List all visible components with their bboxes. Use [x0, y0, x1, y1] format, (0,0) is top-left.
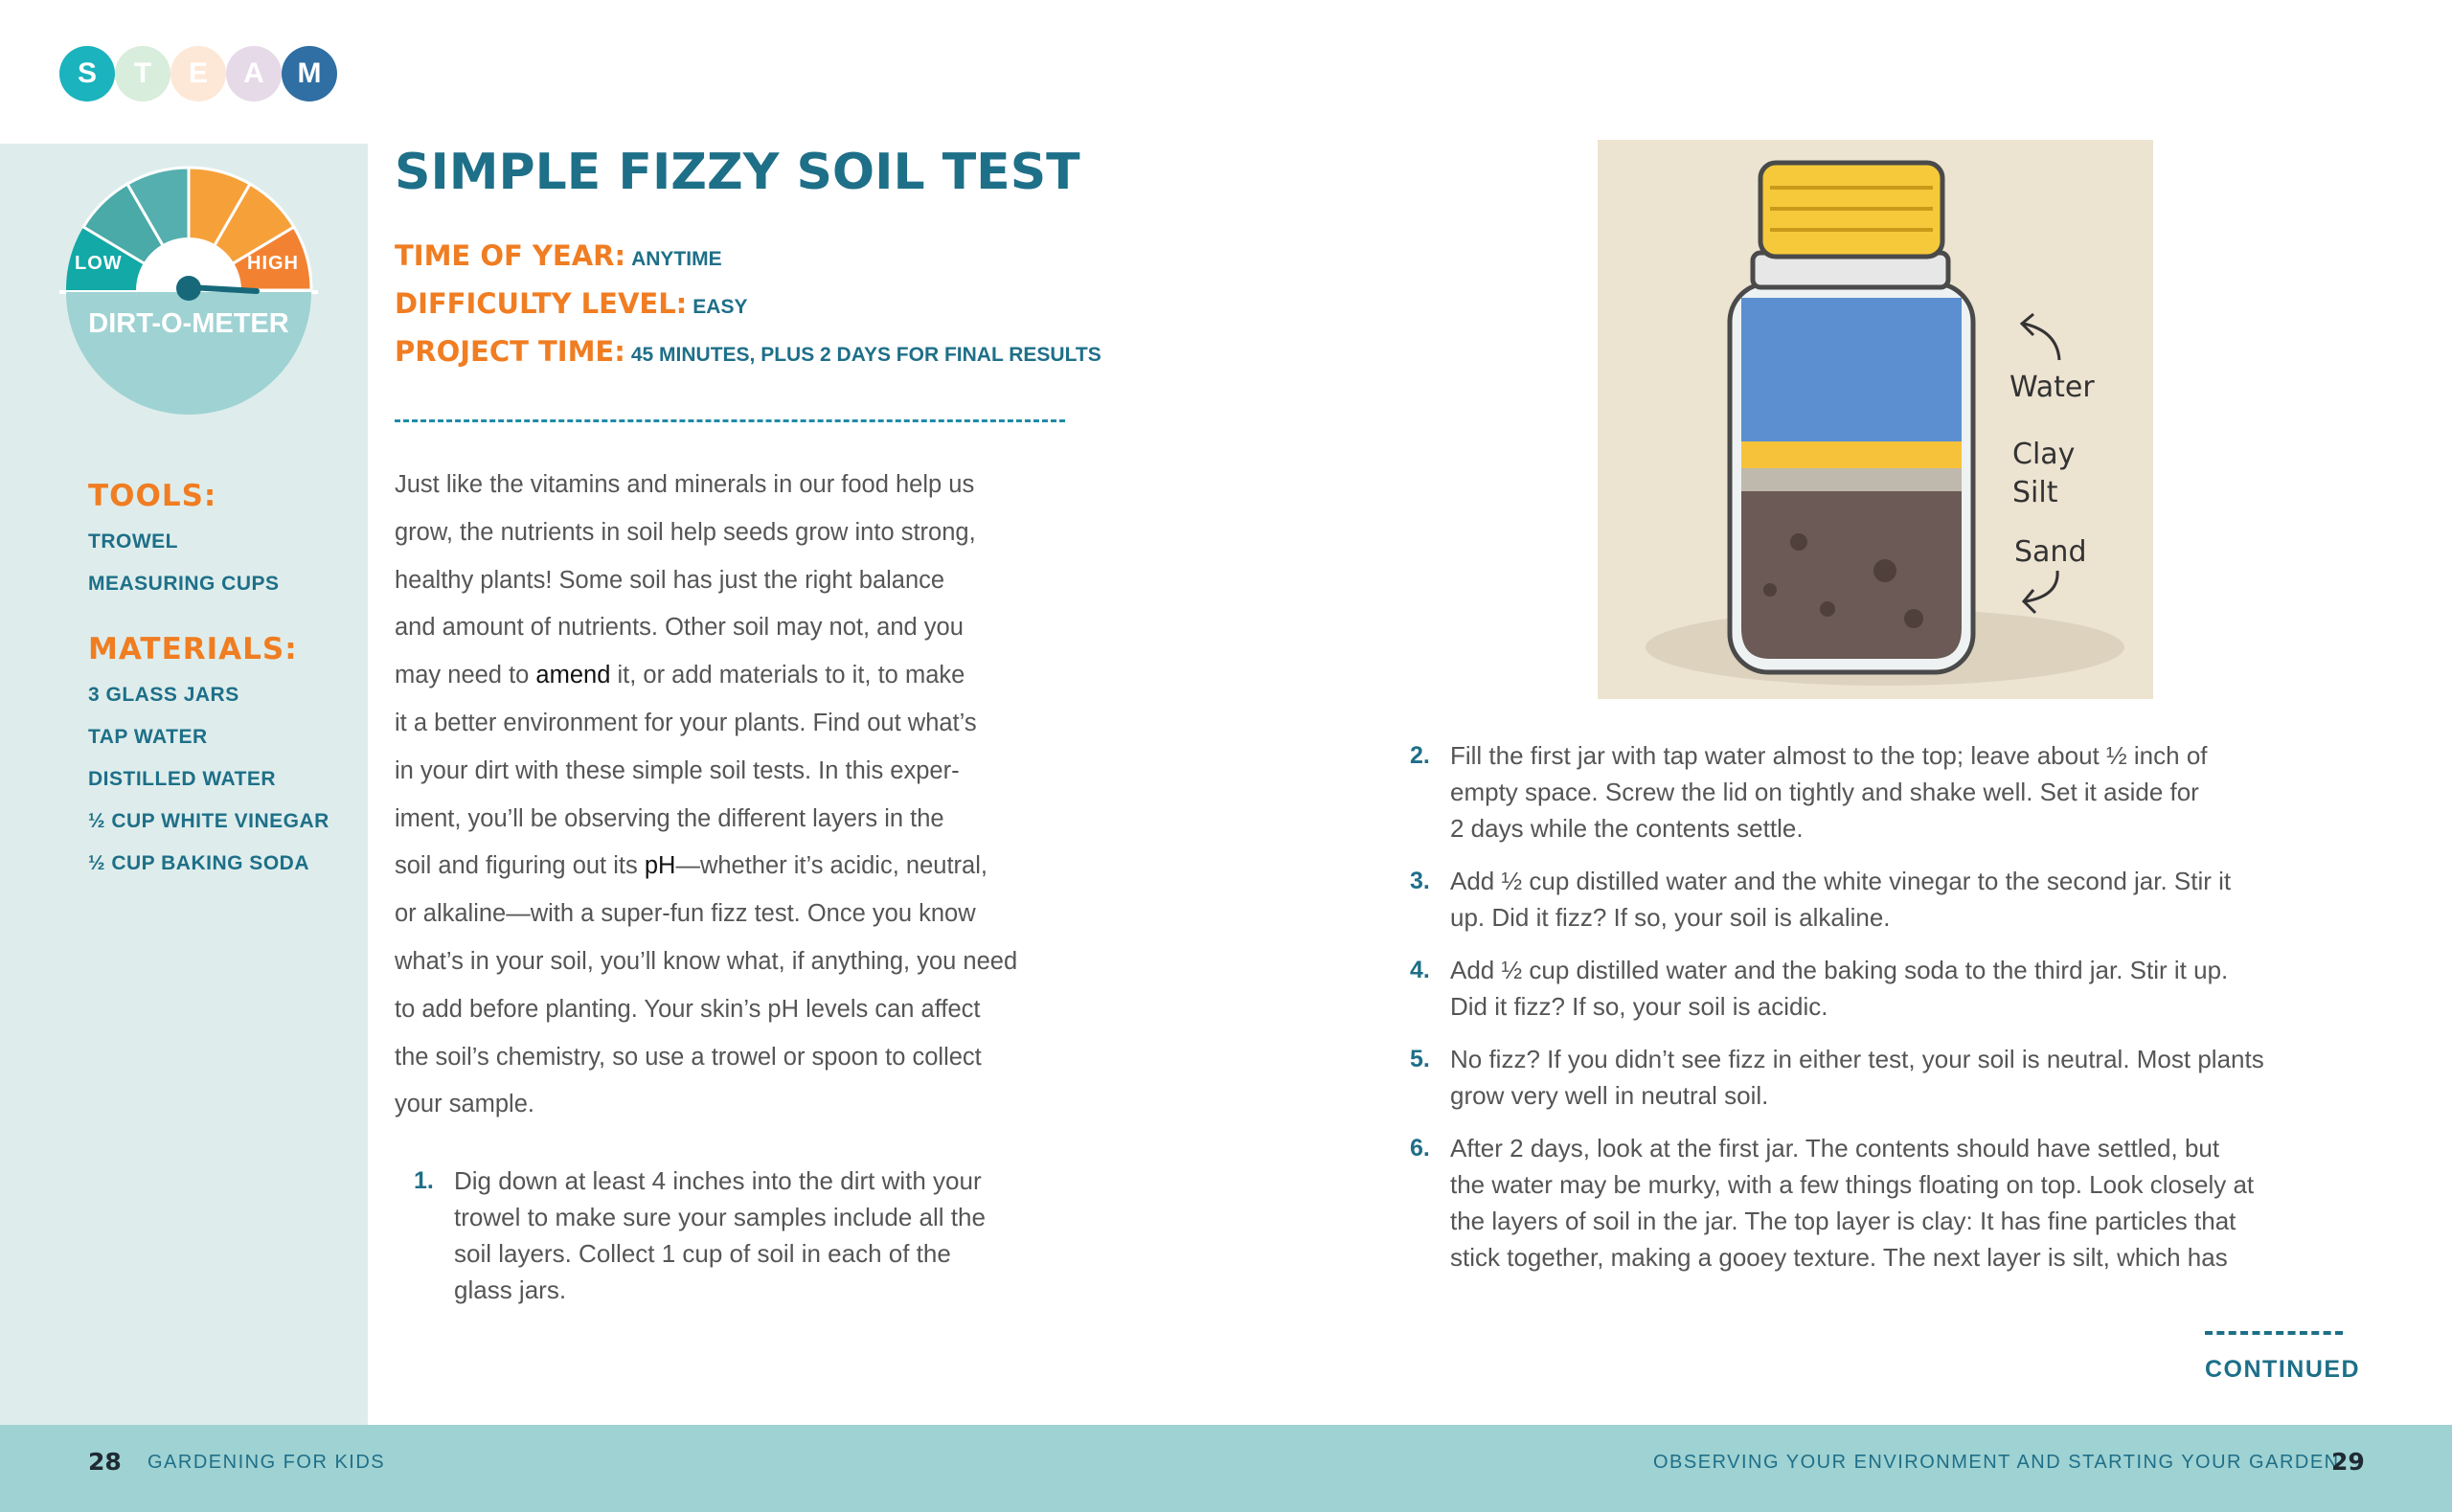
gauge-title: DIRT-O-METER — [88, 308, 289, 339]
tool-item: TROWEL — [88, 530, 178, 553]
clay-label: Clay — [2012, 438, 2076, 471]
steam-letter-m: M — [282, 46, 337, 102]
step-line: the layers of soil in the jar. The top layer is clay: It has fine particles that — [1450, 1207, 2236, 1235]
material-item: TAP WATER — [88, 726, 208, 748]
intro-line: to add before planting. Your skin’s pH levels can affect — [395, 995, 981, 1023]
sand-label: Sand — [2014, 535, 2087, 569]
right-page-number: 29 — [2331, 1448, 2365, 1476]
step-line: Add ½ cup distilled water and the white vinegar to the second jar. Stir it — [1450, 867, 2232, 895]
step-line: up. Did it fizz? If so, your soil is alkaline. — [1450, 903, 1891, 932]
step-6 — [1410, 1130, 2368, 1283]
right-running-title: OBSERVING YOUR ENVIRONMENT AND STARTING YOUR GARDEN — [1653, 1452, 2340, 1473]
intro-text: it, or add materials to it, to make — [610, 662, 965, 689]
step-line: No fizz? If you didn’t see fizz in either test, your soil is neutral. Most plants — [1450, 1045, 2264, 1073]
intro-line: or alkaline—with a super-fun fizz test. Once you know — [395, 900, 976, 928]
intro-text: —whether it’s acidic, neutral, — [675, 852, 988, 880]
dirt-o-meter-gauge — [59, 161, 318, 419]
step-line: Add ½ cup distilled water and the baking soda to the third jar. Stir it up. — [1450, 956, 2229, 984]
time-of-year-label: TIME OF YEAR: — [395, 239, 626, 272]
material-item: ½ CUP WHITE VINEGAR — [88, 810, 329, 832]
step-number: 4. — [1410, 957, 1430, 983]
step-text — [1450, 1041, 2264, 1114]
time-of-year — [395, 239, 722, 272]
steam-letter-a: A — [226, 46, 282, 102]
step-5 — [1410, 1041, 2368, 1117]
difficulty-level — [395, 287, 747, 320]
intro-line: in your dirt with these simple soil tests. In this exper- — [395, 756, 960, 784]
step-3 — [1410, 863, 2368, 939]
difficulty-label: DIFFICULTY LEVEL: — [395, 287, 688, 320]
step-line: Did it fizz? If so, your soil is acidic. — [1450, 992, 1828, 1021]
left-running-title: GARDENING FOR KIDS — [148, 1452, 386, 1473]
step-1 — [414, 1162, 1084, 1316]
tools-heading: TOOLS: — [88, 479, 217, 513]
difficulty-value: EASY — [692, 296, 748, 318]
intro-line: Just like the vitamins and minerals in our food help us — [395, 471, 975, 498]
intro-line — [395, 652, 1065, 700]
step-text — [1450, 863, 2231, 936]
step-line: Dig down at least 4 inches into the dirt with your — [454, 1166, 982, 1195]
intro-text: may need to — [395, 662, 536, 689]
time-of-year-value: ANYTIME — [631, 248, 722, 270]
step-line: After 2 days, look at the first jar. The contents should have settled, but — [1450, 1134, 2220, 1162]
project-time — [395, 335, 1101, 368]
continued-divider — [2205, 1331, 2343, 1335]
project-time-value: 45 MINUTES, PLUS 2 DAYS FOR FINAL RESULTS — [630, 344, 1101, 366]
intro-line: the soil’s chemistry, so use a trowel or spoon to collect — [395, 1043, 982, 1071]
tool-item: MEASURING CUPS — [88, 573, 280, 595]
step-2 — [1410, 737, 2368, 852]
left-page-number: 28 — [88, 1448, 122, 1476]
step-line: the water may be murky, with a few things floating on top. Look closely at — [1450, 1170, 2255, 1199]
step-number: 6. — [1410, 1135, 1430, 1162]
step-text — [454, 1162, 986, 1308]
glossary-term-amend: amend — [535, 662, 611, 689]
step-number: 2. — [1410, 742, 1430, 769]
step-line: grow very well in neutral soil. — [1450, 1081, 1769, 1110]
step-text — [1450, 737, 2208, 846]
silt-label: Silt — [2012, 476, 2058, 509]
step-line: empty space. Screw the lid on tightly and shake well. Set it aside for — [1450, 778, 2199, 806]
material-item: DISTILLED WATER — [88, 768, 277, 790]
material-item: ½ CUP BAKING SODA — [88, 852, 309, 874]
page-footer — [0, 1425, 2452, 1512]
step-line: soil layers. Collect 1 cup of soil in each of the — [454, 1239, 951, 1268]
step-4 — [1410, 952, 2368, 1028]
materials-heading: MATERIALS: — [88, 632, 298, 666]
steam-badge — [59, 46, 347, 102]
tools-list — [88, 521, 280, 605]
intro-line: what’s in your soil, you’ll know what, if anything, you need — [395, 947, 1018, 975]
gauge-high-label: HIGH — [247, 253, 299, 274]
water-label: Water — [2009, 371, 2095, 404]
intro-line: it a better environment for your plants. Find out what’s — [395, 709, 977, 736]
steam-letter-s: S — [59, 46, 115, 102]
step-text — [1450, 1130, 2254, 1275]
step-line: Fill the first jar with tap water almost to the top; leave about ½ inch of — [1450, 741, 2208, 770]
gauge-low-label: LOW — [75, 253, 123, 274]
step-line: 2 days while the contents settle. — [1450, 814, 1804, 843]
project-title: SIMPLE FIZZY SOIL TEST — [395, 144, 1080, 201]
steam-letter-e: E — [170, 46, 226, 102]
step-line: stick together, making a gooey texture. The next layer is silt, which has — [1450, 1243, 2228, 1272]
step-text — [1450, 952, 2228, 1025]
intro-line: grow, the nutrients in soil help seeds grow into strong, — [395, 518, 976, 546]
intro-text: soil and figuring out its — [395, 852, 645, 880]
material-item: 3 GLASS JARS — [88, 684, 239, 706]
intro-line: your sample. — [395, 1091, 534, 1118]
intro-line: healthy plants! Some soil has just the right balance — [395, 566, 945, 594]
step-number: 5. — [1410, 1046, 1430, 1072]
step-line: trowel to make sure your samples include all the — [454, 1203, 986, 1231]
step-line: glass jars. — [454, 1275, 567, 1304]
step-number: 3. — [1410, 868, 1430, 894]
glossary-term-ph: pH — [644, 852, 676, 880]
intro-line: and amount of nutrients. Other soil may not, and you — [395, 614, 964, 642]
steam-letter-t: T — [115, 46, 170, 102]
intro-line — [395, 843, 1065, 891]
intro-paragraph — [395, 462, 1065, 1129]
jar-illustration — [1598, 140, 2153, 699]
intro-line: iment, you’ll be observing the different layers in the — [395, 804, 944, 832]
step-number: 1. — [414, 1167, 434, 1194]
materials-list — [88, 674, 329, 885]
soil-jar-drawing — [1598, 140, 2153, 699]
gauge-graphic — [59, 161, 318, 419]
project-time-label: PROJECT TIME: — [395, 335, 625, 368]
continued-label: CONTINUED — [2205, 1356, 2361, 1383]
section-divider — [395, 419, 1065, 422]
